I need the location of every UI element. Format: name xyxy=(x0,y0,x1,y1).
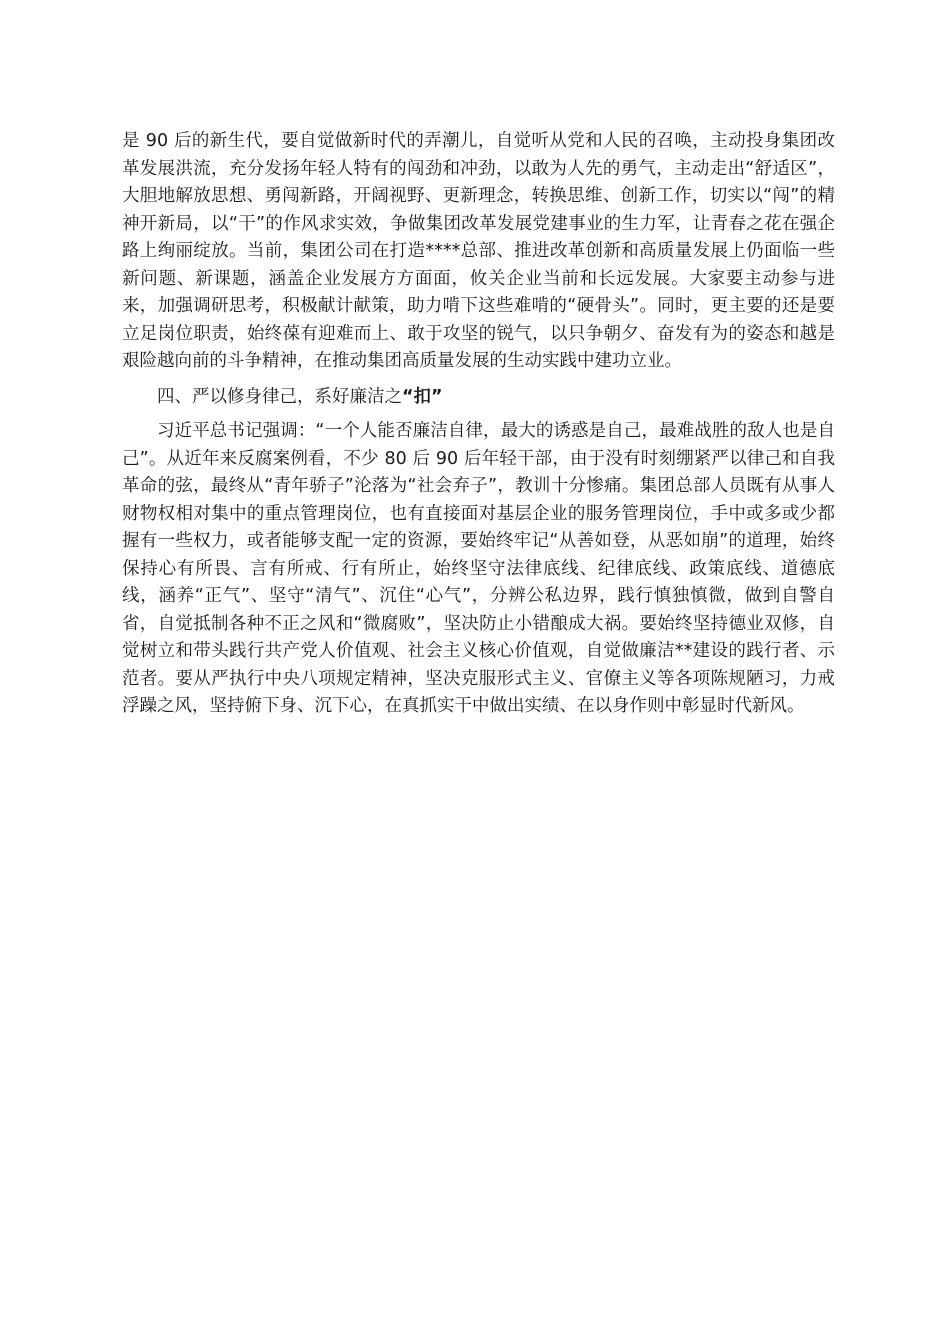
section-heading-4 xyxy=(122,384,835,412)
section-heading-4-text: 四、严以修身律己，系好廉洁之 xyxy=(157,386,402,407)
paragraph-continuation: 是 90 后的新生代，要自觉做新时代的弄潮儿，自觉听从党和人民的召唤，主动投身集团改革发展洪流，充分发扬年轻人特有的闯劲和冲劲，以敢为人先的勇气，主动走出“舒适区”，大胆地解放思想、勇闯新路，开阔视野、更新理念，转换思维、创新工作，切实以“闯”的精神开新局，以“干”的作风求实效，争做集团改革发展党建事业的生力军，让青春之花在强企路上绚丽绽放。当前，集团公司在打造****总部、推进改革创新和高质量发展上仍面临一些新问题、新课题，涵盖企业发展方方面面，攸关企业当前和长远发展。大家要主动参与进来，加强调研思考，积极献计献策，助力啃下这些难啃的“硬骨头”。同时，更主要的还是要立足岗位职责，始终葆有迎难而上、敢于攻坚的锐气，以只争朝夕、奋发有为的姿态和越是艰险越向前的斗争精神，在推动集团高质量发展的生动实践中建功立业。 xyxy=(122,131,835,371)
paragraph-integrity: 习近平总书记强调：“一个人能否廉洁自律，最大的诱惑是自己，最难战胜的敌人也是自己”。从近年来反腐案例看，不少 80 后 90 后年轻干部，由于没有时刻绷紧严以律己和自我革命的弦，最终从“青年骄子”沦落为“社会弃子”，教训十分惨痛。集团总部人员既有从事人财物权相对集中的重点管理岗位，也有直接面对基层企业的服务管理岗位，手中或多或少都握有一些权力，或者能够支配一定的资源，要始终牢记“从善如登，从恶如崩”的道理，始终保持心有所畏、言有所戒、行有所止，始终坚守法律底线、纪律底线、政策底线、道德底线，涵养“正气”、坚守“清气”、沉住“心气”，分辨公私边界，践行慎独慎微，做到自警自省，自觉抵制各种不正之风和“微腐败”，坚决防止小错酿成大祸。要始终坚持德业双修，自觉树立和带头践行共产党人价值观、社会主义核心价值观，自觉做廉洁**建设的践行者、示范者。要从严执行中央八项规定精神，坚决克服形式主义、官僚主义等各项陈规陋习，力戒浮躁之风，坚持俯下身、沉下心，在真抓实干中做出实绩、在以身作则中彰显时代新风。 xyxy=(122,421,835,716)
section-heading-4-quote: “扣” xyxy=(402,386,443,407)
document-body xyxy=(122,128,835,721)
